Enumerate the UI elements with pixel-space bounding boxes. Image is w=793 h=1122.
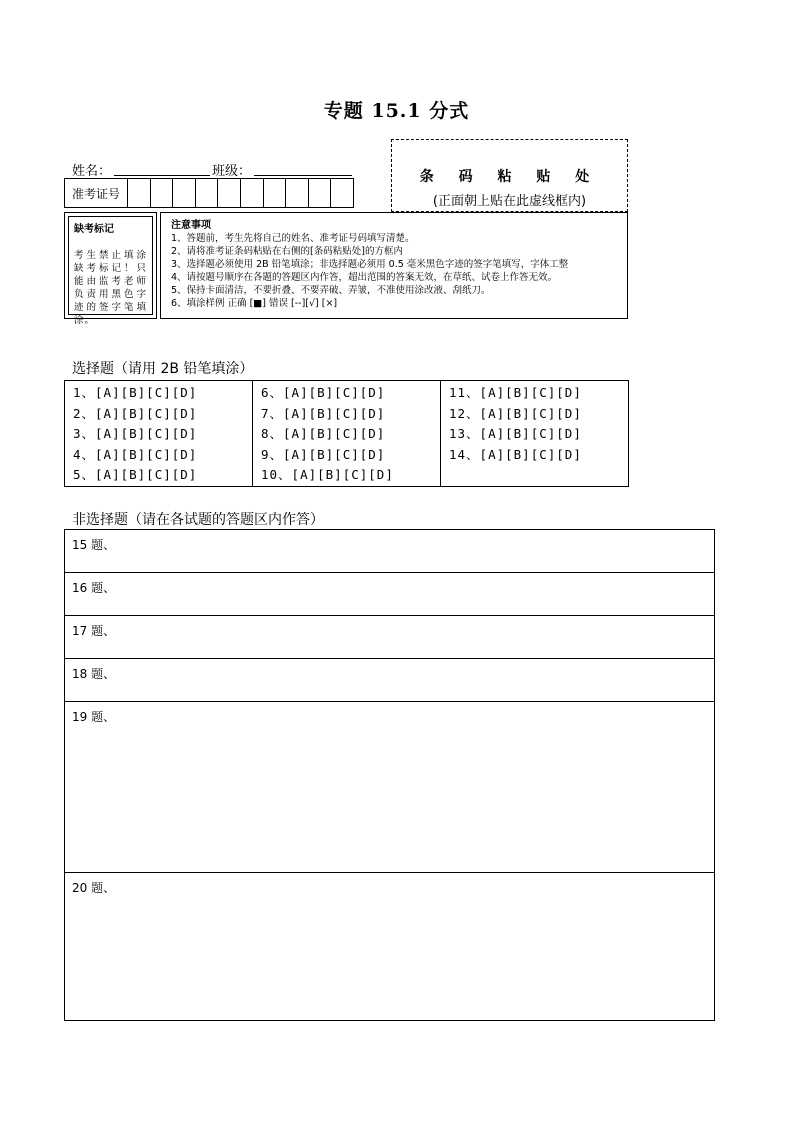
choice-grid [64,380,629,487]
class-label: 班级： [212,164,252,179]
exam-number-cell[interactable] [331,179,353,207]
choice-column [253,381,441,486]
barcode-area [391,139,628,212]
notice-box [160,212,628,319]
choice-section-title: 选择题（请用 2B 铅笔填涂） [72,361,254,377]
name-label: 姓名： [72,164,112,179]
notice-item: 4、请按题号顺序在各题的答题区内作答，超出范围的答案无效，在草纸、试卷上作答无效。 [171,272,558,283]
choice-question[interactable]: 3、[A][B][C][D] [73,426,198,442]
exam-number-cell[interactable] [286,179,309,207]
exam-number-label: 准考证号 [65,179,128,207]
answer-area [64,529,715,1021]
choice-column [65,381,253,486]
answer-label: 17 题、 [72,624,116,638]
class-field[interactable] [254,161,352,176]
notice-item: 2、请将准考证条码粘贴在右侧的[条码粘贴处]的方框内 [171,246,403,257]
answer-label: 15 题、 [72,538,116,552]
exam-number-cell[interactable] [241,179,264,207]
choice-question[interactable]: 5、[A][B][C][D] [73,467,198,483]
name-field[interactable] [114,161,210,176]
choice-question[interactable]: 6、[A][B][C][D] [261,385,386,400]
notice-title: 注意事项 [171,220,211,231]
answer-label: 20 题、 [72,881,116,895]
answer-box-16[interactable] [65,573,714,616]
answer-box-20[interactable] [65,873,714,1020]
notice-item: 6、填涂样例 正确 [■] 错误 [--][√] [×] [171,298,338,309]
answer-box-17[interactable] [65,616,714,659]
answer-box-19[interactable] [65,702,714,873]
choice-question[interactable]: 13、[A][B][C][D] [449,426,582,442]
absent-title: 缺考标记 [74,224,114,235]
choice-question[interactable]: 14、[A][B][C][D] [449,446,582,462]
exam-number-cell[interactable] [309,179,332,207]
choice-question[interactable]: 9、[A][B][C][D] [261,446,386,462]
choice-column [441,381,628,486]
exam-number-cell[interactable] [196,179,219,207]
answer-label: 18 题、 [72,667,116,681]
exam-number-box [64,178,354,208]
exam-number-cell[interactable] [173,179,196,207]
notice-item: 5、保持卡面清洁，不要折叠、不要弄破、弄皱，不准使用涂改液、刮纸刀。 [171,285,491,296]
exam-number-cell[interactable] [151,179,174,207]
barcode-subtitle: (正面朝上贴在此虚线框内) [432,194,587,209]
exam-number-cell[interactable] [264,179,287,207]
answer-box-15[interactable] [65,530,714,573]
choice-question[interactable]: 7、[A][B][C][D] [261,405,386,421]
absent-text: 考生禁止填涂缺考标记！只能由监考老师负责用黑色字迹的签字笔填涂。 [74,250,147,326]
choice-question[interactable]: 2、[A][B][C][D] [73,405,198,421]
choice-question[interactable]: 11、[A][B][C][D] [449,385,582,400]
absent-mark-box [64,212,157,326]
choice-question[interactable]: 1、[A][B][C][D] [73,385,198,400]
answer-label: 19 题、 [72,710,116,724]
exam-number-cell[interactable] [128,179,151,207]
choice-question[interactable]: 4、[A][B][C][D] [73,446,198,462]
answer-label: 16 题、 [72,581,116,595]
barcode-title: 条 码 粘 贴 处 [419,169,600,185]
choice-question[interactable]: 10、[A][B][C][D] [261,467,394,483]
answer-box-18[interactable] [65,659,714,702]
notice-item: 1、答题前，考生先将自己的姓名、准考证号码填写清楚。 [171,233,415,244]
free-section-title: 非选择题（请在各试题的答题区内作答） [72,512,324,528]
exam-number-cell[interactable] [218,179,241,207]
page-title: 专题 15.1 分式 [323,100,470,122]
choice-question[interactable]: 12、[A][B][C][D] [449,405,582,421]
choice-question[interactable]: 8、[A][B][C][D] [261,426,386,442]
notice-item: 3、选择题必须使用 2B 铅笔填涂；非选择题必须用 0.5 毫米黑色字迹的签字笔填写，字体工整 [171,259,569,270]
